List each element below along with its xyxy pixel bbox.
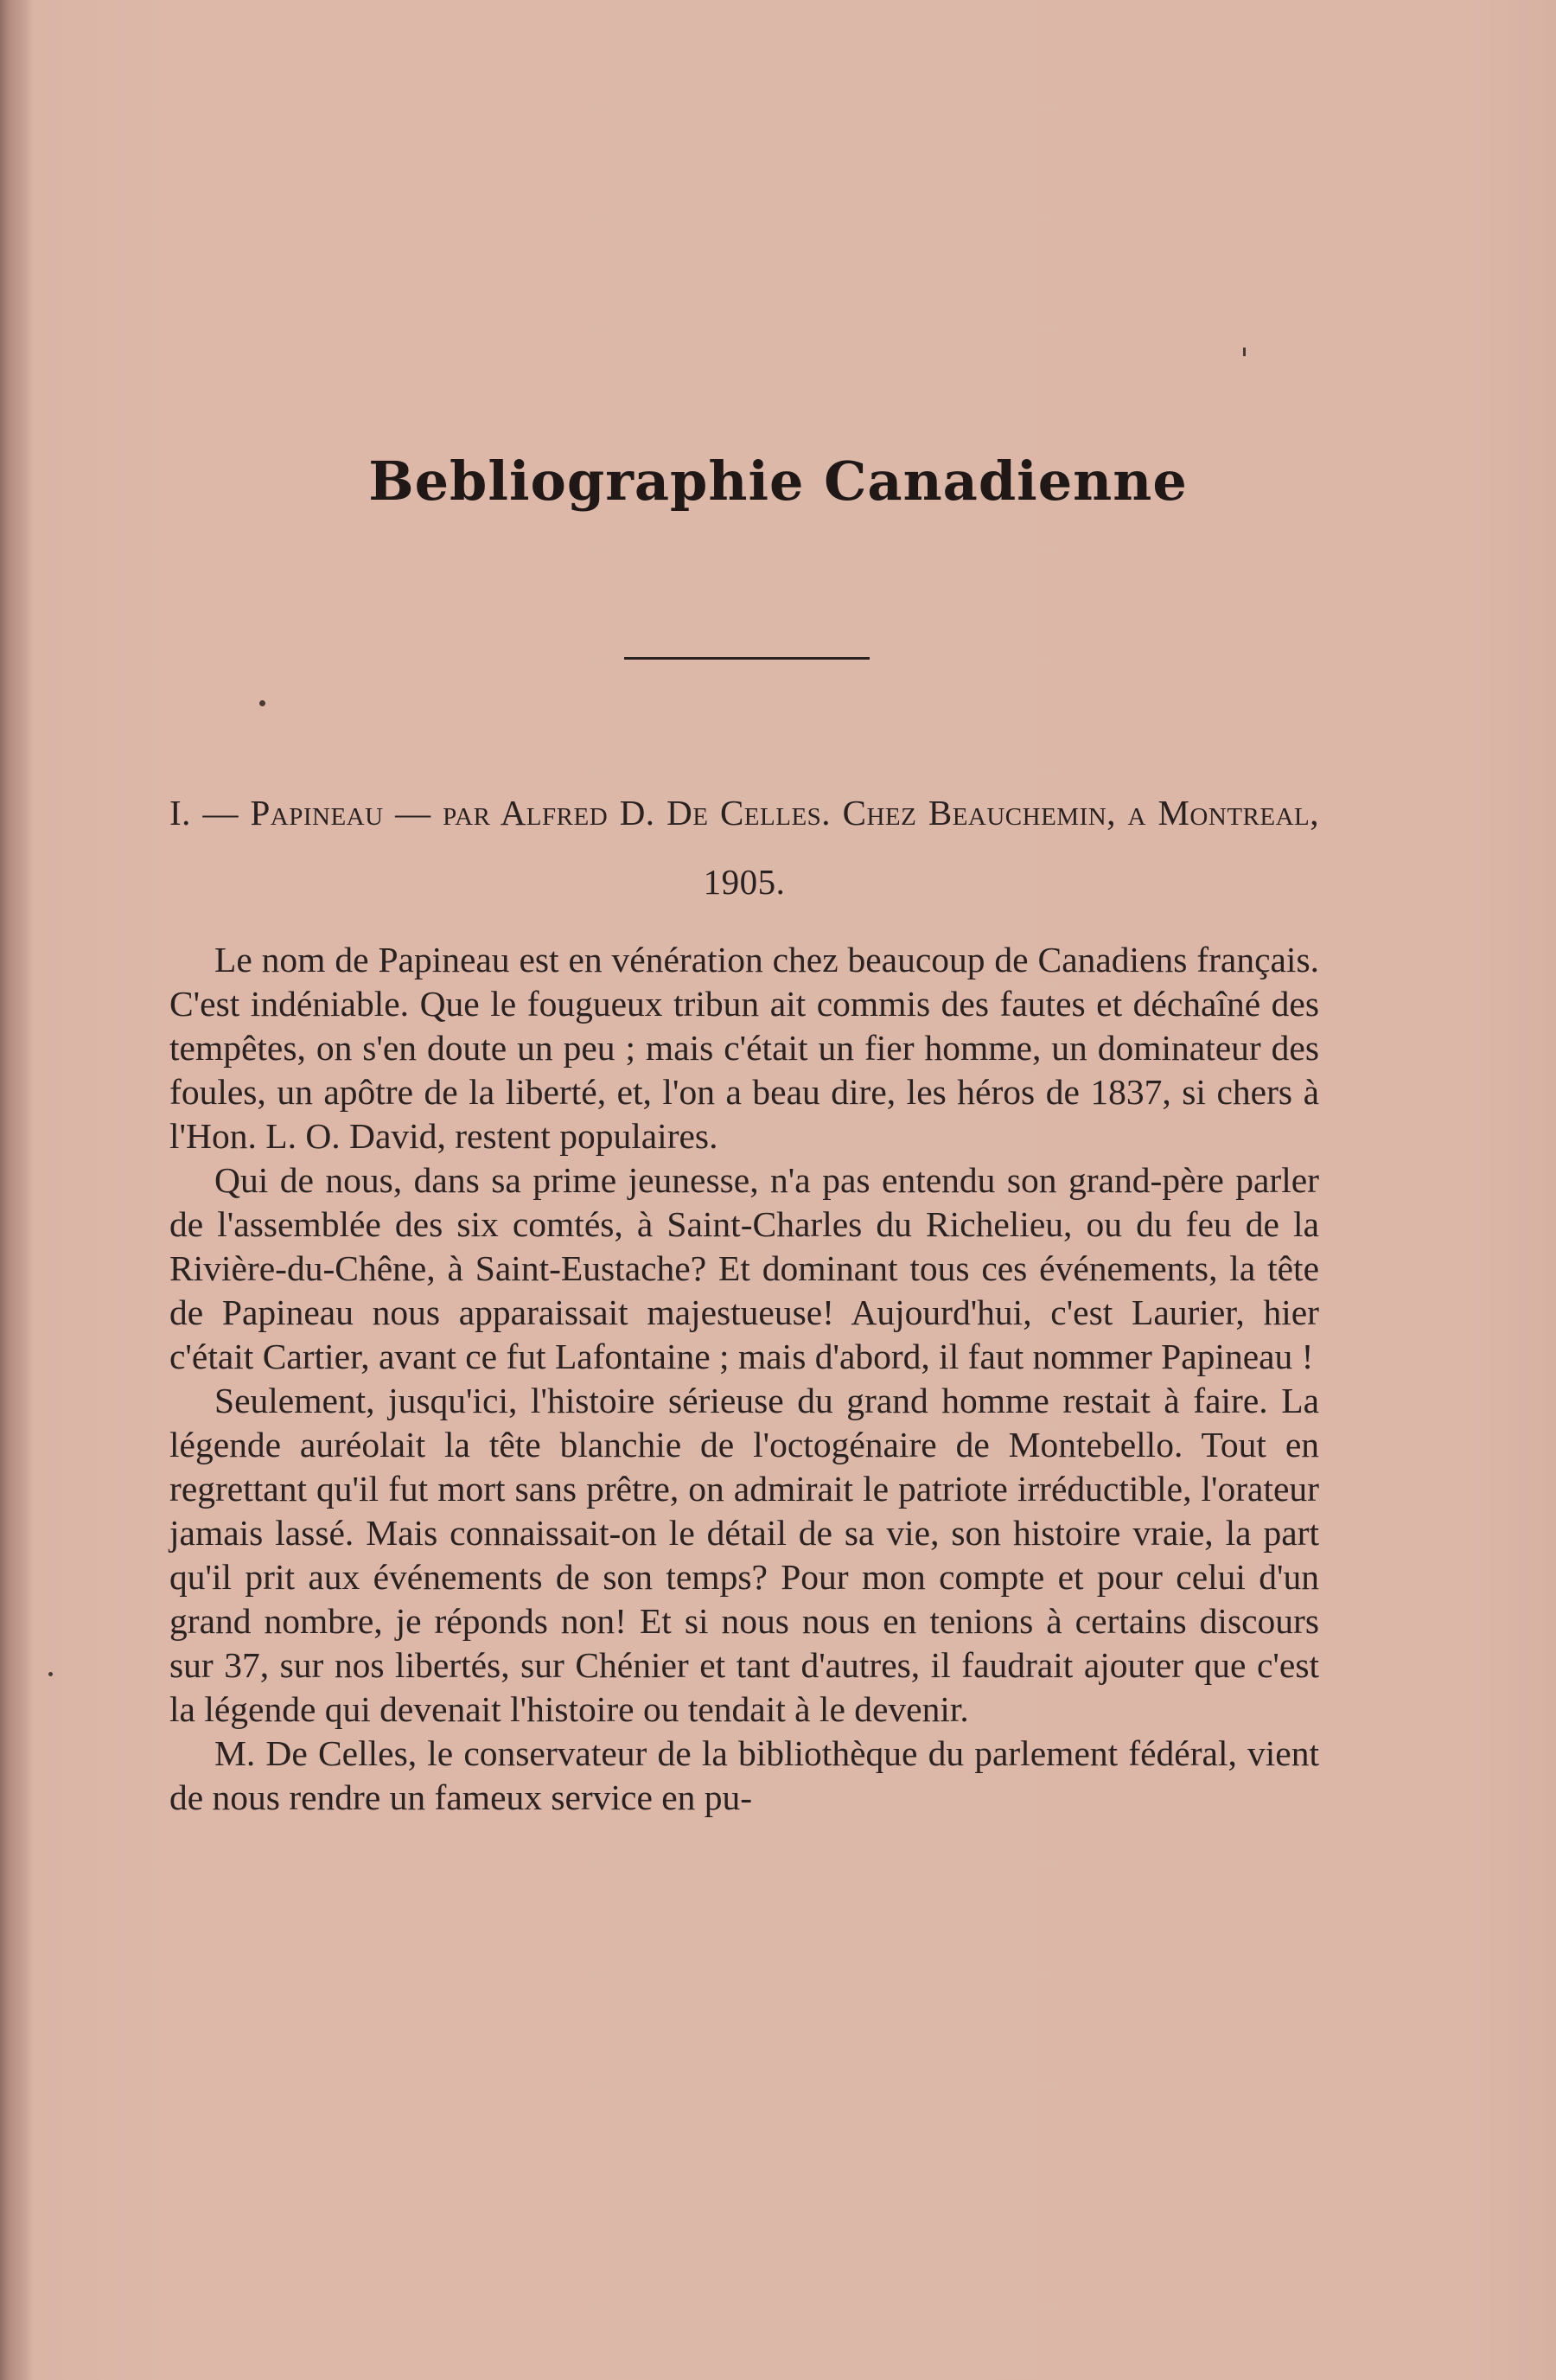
title-rule-divider [624, 657, 870, 660]
print-speck [48, 1672, 53, 1676]
paragraph-3: Seulement, jusqu'ici, l'histoire sérieuse du grand homme restait à faire. La légende auréolait la tête blanchie de l'octogénaire de Montebello. Tout en regrettant qu'il fut mort sans prêtre, on admirait le patriote irréductible, l'orateur jamais lassé. Mais connaissait-on le détail de sa vie, son histoire vraie, la part qu'il prit aux événements de son temps? Pour mon compte et pour celui d'un grand nombre, je réponds non! Et si nous nous en tenions à certains discours sur 37, sur nos libertés, sur Chénier et tant d'autres, il faudrait ajouter que c'est la légende qui devenait l'histoire ou tendait à le devenir. [169, 1381, 1319, 1729]
print-speck [1243, 348, 1246, 356]
paragraph-4: M. De Celles, le conservateur de la bibliothèque du parlement fédéral, vient de nous rendre un fameux service en pu- [169, 1733, 1319, 1817]
article-body [169, 938, 1319, 1820]
book-spine-shadow [0, 0, 33, 2380]
print-speck [259, 700, 265, 706]
paragraph-2: Qui de nous, dans sa prime jeunesse, n'a pas entendu son grand-père parler de l'assemblée des six comtés, à Saint-Charles du Richelieu, ou du feu de la Rivière-du-Chêne, à Saint-Eustache? Et dominant tous ces événements, la tête de Papineau nous apparaissait majestueuse! Aujourd'hui, c'est Laurier, hier c'était Cartier, avant ce fut Lafontaine ; mais d'abord, il faut nommer Papineau ! [169, 1160, 1319, 1376]
page-title: Bebliographie Canadienne [368, 450, 1188, 513]
entry-heading: I. — Papineau — par Alfred D. De Celles. Chez Beauchemin, a Montreal, 1905. [169, 793, 1319, 902]
paragraph-1: Le nom de Papineau est en vénération chez beaucoup de Canadiens français. C'est indéniable. Que le fougueux tribun ait commis des fautes et déchaîné des tempêtes, on s'en doute un peu ; mais c'était un fier homme, un dominateur des foules, un apôtre de la liberté, et, l'on a beau dire, les héros de 1837, si chers à l'Hon. L. O. David, restent populaires. [169, 940, 1319, 1156]
